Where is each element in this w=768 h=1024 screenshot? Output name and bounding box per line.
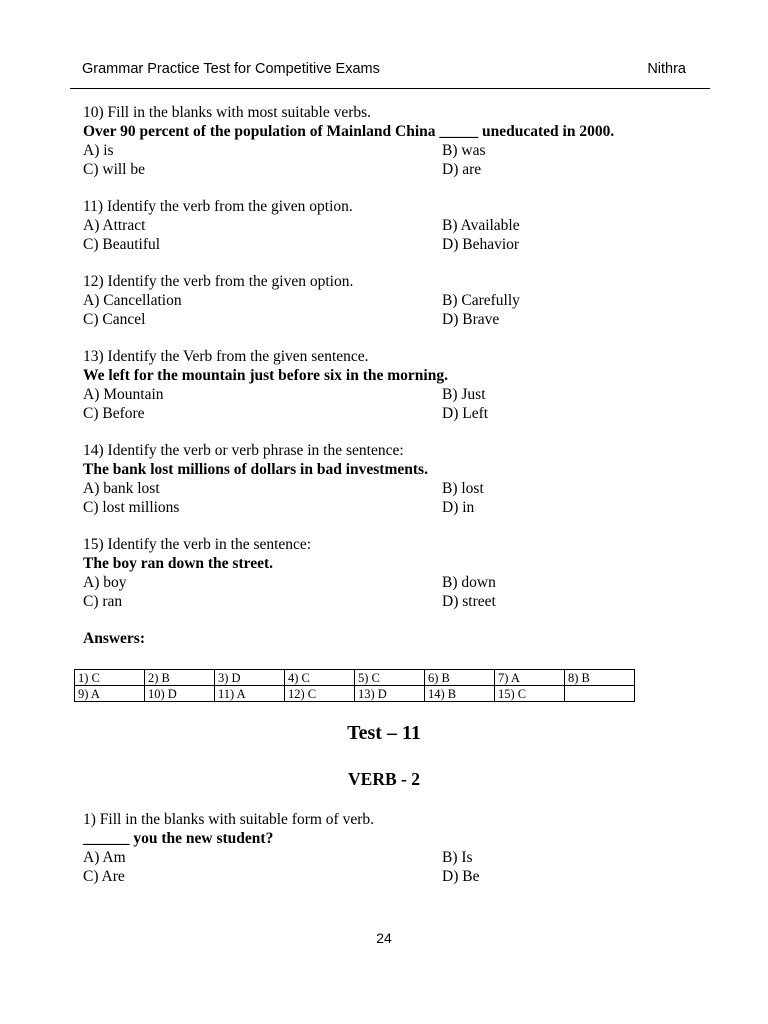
question-13 (83, 347, 703, 423)
option-a: A) Cancellation (83, 292, 182, 309)
answer-cell: 4) C (285, 670, 355, 686)
answer-cell: 13) D (355, 686, 425, 702)
answer-cell: 10) D (145, 686, 215, 702)
option-c: C) ran (83, 593, 123, 610)
options-row (83, 573, 703, 592)
options-row (83, 216, 703, 235)
questions-section (83, 103, 703, 648)
option-a: A) bank lost (83, 480, 160, 497)
option-d: D) Behavior (442, 236, 520, 253)
question-prompt: 12) Identify the verb from the given option. (83, 273, 354, 290)
question-sentence: The bank lost millions of dollars in bad investments. (83, 461, 428, 478)
options-row (83, 291, 703, 310)
option-b: B) down (442, 574, 496, 591)
question-sentence: We left for the mountain just before six in the morning. (83, 367, 448, 384)
table-row (75, 686, 635, 702)
option-a: A) Am (83, 849, 126, 866)
options-row (83, 160, 703, 179)
question-15 (83, 535, 703, 611)
answer-cell: 11) A (215, 686, 285, 702)
question-1 (83, 810, 703, 886)
option-c: C) will be (83, 161, 145, 178)
answer-key-table (74, 669, 635, 702)
question-10 (83, 103, 703, 179)
option-b: B) Available (442, 217, 520, 234)
question-12 (83, 272, 703, 329)
question-prompt: 1) Fill in the blanks with suitable form of verb. (83, 811, 375, 828)
header-publisher: Nithra (647, 61, 686, 77)
answer-cell: 14) B (425, 686, 495, 702)
options-row (83, 404, 703, 423)
option-c: C) lost millions (83, 499, 180, 516)
question-prompt: 13) Identify the Verb from the given sentence. (83, 348, 369, 365)
option-a: A) Attract (83, 217, 146, 234)
option-b: B) Is (442, 849, 473, 866)
answer-cell: 3) D (215, 670, 285, 686)
options-row (83, 848, 703, 867)
option-b: B) lost (442, 480, 484, 497)
header-title: Grammar Practice Test for Competitive Exams (82, 61, 380, 77)
answer-cell: 12) C (285, 686, 355, 702)
answer-cell: 6) B (425, 670, 495, 686)
option-a: A) boy (83, 574, 127, 591)
answer-cell: 5) C (355, 670, 425, 686)
answer-cell (565, 686, 635, 702)
next-question-section (83, 810, 703, 904)
options-row (83, 592, 703, 611)
option-d: D) Be (442, 868, 480, 885)
page-number: 24 (376, 930, 392, 946)
question-prompt: 15) Identify the verb in the sentence: (83, 536, 312, 553)
table-row (75, 670, 635, 686)
option-d: D) street (442, 593, 496, 610)
option-c: C) Before (83, 405, 145, 422)
question-sentence: ______ you the new student? (83, 830, 274, 847)
test-subtitle: VERB - 2 (348, 769, 420, 789)
question-11 (83, 197, 703, 254)
options-row (83, 235, 703, 254)
answer-cell: 2) B (145, 670, 215, 686)
answer-cell: 7) A (495, 670, 565, 686)
option-d: D) are (442, 161, 482, 178)
header-divider (70, 88, 710, 89)
question-14 (83, 441, 703, 517)
question-prompt: 10) Fill in the blanks with most suitable verbs. (83, 104, 372, 121)
answer-cell: 1) C (75, 670, 145, 686)
option-b: B) was (442, 142, 486, 159)
options-row (83, 479, 703, 498)
answer-cell: 15) C (495, 686, 565, 702)
option-c: C) Beautiful (83, 236, 161, 253)
options-row (83, 141, 703, 160)
answer-cell: 9) A (75, 686, 145, 702)
page-header (82, 61, 686, 77)
option-a: A) Mountain (83, 386, 164, 403)
option-d: D) Brave (442, 311, 500, 328)
options-row (83, 310, 703, 329)
options-row (83, 498, 703, 517)
option-b: B) Carefully (442, 292, 520, 309)
question-sentence: The boy ran down the street. (83, 555, 274, 572)
option-d: D) Left (442, 405, 489, 422)
answers-heading: Answers: (83, 630, 145, 647)
option-d: D) in (442, 499, 475, 516)
option-a: A) is (83, 142, 114, 159)
option-c: C) Are (83, 868, 125, 885)
option-c: C) Cancel (83, 311, 146, 328)
option-b: B) Just (442, 386, 486, 403)
test-title: Test – 11 (347, 722, 421, 744)
question-prompt: 11) Identify the verb from the given option. (83, 198, 353, 215)
question-sentence: Over 90 percent of the population of Mainland China _____ uneducated in 2000. (83, 123, 615, 140)
question-prompt: 14) Identify the verb or verb phrase in the sentence: (83, 442, 404, 459)
options-row (83, 385, 703, 404)
answer-cell: 8) B (565, 670, 635, 686)
options-row (83, 867, 703, 886)
